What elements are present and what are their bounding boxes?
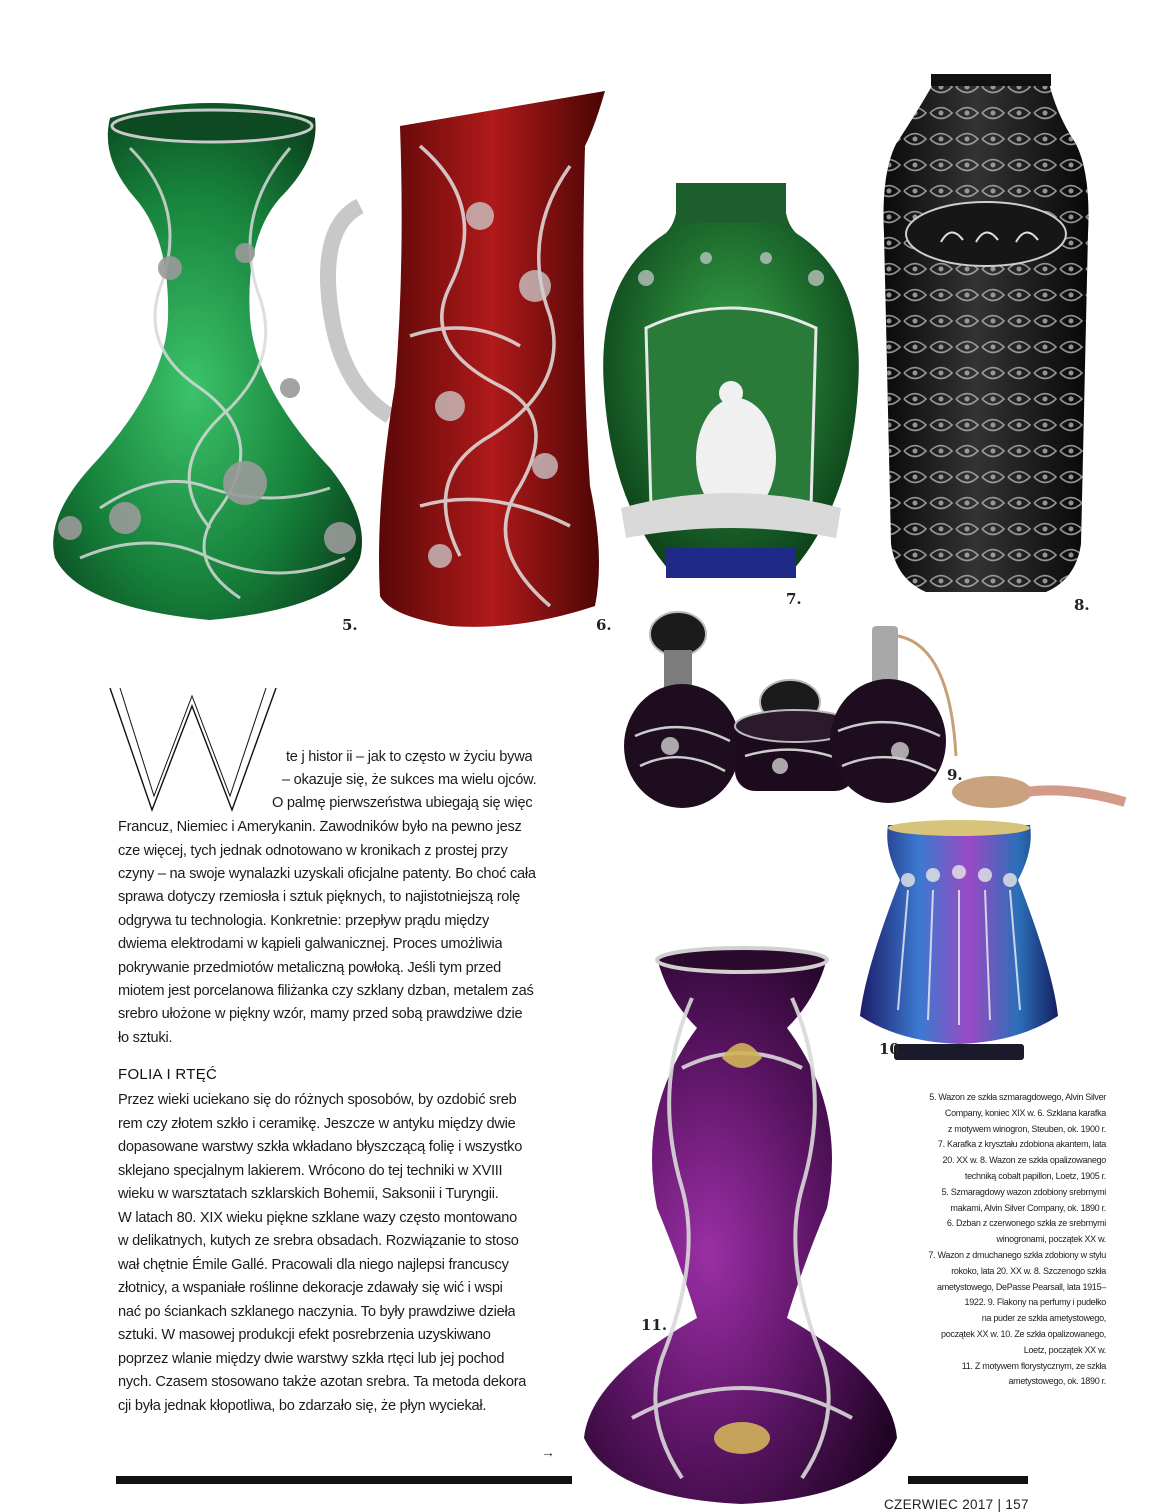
caption-line: winogronami, początek XX w. — [996, 1234, 1106, 1245]
caption-line: ametystowego, DePasse Pearsall, lata 1915– — [936, 1281, 1106, 1292]
figure-number-6: 6. — [596, 616, 612, 634]
text-line: miotem jest porcelanowa filiżanka czy szklany dzban, metalem zaś — [118, 983, 534, 999]
text-line: pokrywanie przedmiotów metaliczną powłoką. Jeśli tym przed — [118, 960, 501, 976]
vase-7-scenic-image — [596, 178, 866, 596]
perfume-set-9-image — [620, 606, 1140, 838]
text-line: dwiema elektrodami w kąpieli galwanicznej. Proces umożliwia — [118, 936, 503, 952]
pitcher-6-ruby-image — [320, 86, 620, 646]
text-line: Przez wieki uciekano się do różnych sposobów, by ozdobić sreb — [118, 1092, 517, 1108]
caption-line: 5. Szmaragdowy wazon zdobiony srebrnymi — [941, 1186, 1106, 1197]
text-line: czyny – na swoje wynalazki uzyskali oficjalne patenty. Bo choć cała — [118, 866, 536, 882]
caption-line: 5. Wazon ze szkła szmaragdowego, Alvin Silver — [929, 1092, 1106, 1102]
caption-line: początek XX w. 10. Ze szkła opalizowanego, — [940, 1328, 1106, 1339]
caption-line: 7. Wazon z dmuchanego szkła zdobiony w stylu — [928, 1249, 1106, 1260]
text-line: wieku w warsztatach szklarskich Bohemii, Saksonii i Turyngii. — [118, 1186, 499, 1202]
text-line: złotnicy, a wspaniałe roślinne dekoracje zdawały się wić i wspi — [118, 1280, 503, 1296]
text-line: odgrywa tu technologia. Konkretnie: przepływ prądu między — [118, 913, 490, 929]
caption-line: na puder ze szkła ametystowego, — [981, 1313, 1106, 1324]
caption-line: 7. Karafka z kryształu zdobiona akantem, lata — [937, 1139, 1106, 1150]
text-line: cze więcej, tych jednak odnotowano w kronikach z prostej przy — [118, 843, 508, 859]
figure-number-10: 10. — [879, 1040, 906, 1058]
section-heading: FOLIA I RTĘĆ — [118, 1066, 218, 1083]
text-line: poprzez wlanie między dwie warstwy szkła rtęci lub jej pochod — [118, 1351, 505, 1367]
text-line: nać po ściankach szklanego naczynia. To były prawdziwe dzieła — [118, 1304, 516, 1320]
text-line: rem czy złotem szkło i ceramikę. Jeszcze w antyku między dwie — [118, 1116, 516, 1132]
text-line: nych. Czasem stosowano także azotan srebra. Ta metoda dekora — [118, 1374, 527, 1390]
figure-number-5: 5. — [342, 616, 358, 634]
caption-line: Loetz, początek XX w. — [1023, 1344, 1106, 1355]
issue-label: CZERWIEC 2017 — [884, 1497, 994, 1512]
caption-line: 6. Dzban z czerwonego szkła ze srebrnymi — [946, 1218, 1106, 1229]
text-line: Francuz, Niemiec i Amerykanin. Zawodników było na pewno jesz — [118, 819, 522, 835]
text-line: dopasowane warstwy szkła wkładano błyszczącą folię i wszystko — [118, 1139, 523, 1155]
caption-line: z motywem winogron, Steuben, ok. 1900 r. — [947, 1123, 1106, 1134]
page-number: 157 — [1005, 1497, 1029, 1512]
vase-8-black-image — [876, 74, 1098, 600]
page-footer — [884, 1497, 1029, 1512]
text-line: sztuki. W masowej produkcji efekt posrebrzenia uzyskiwano — [118, 1327, 491, 1343]
footer-rule-right — [908, 1476, 1028, 1484]
dropcap-letter-w — [108, 686, 278, 812]
text-line: – okazuje się, że sukces ma wielu ojców. — [282, 772, 537, 788]
continue-arrow-icon: → — [541, 1444, 555, 1460]
footer-separator: | — [997, 1497, 1002, 1512]
text-line: O palmę pierwszeństwa ubiegają się więc — [272, 795, 533, 811]
text-line: cji była jednak kłopotliwa, bo zdarzało się, że płyn wyciekał. — [118, 1398, 487, 1414]
text-line: ło sztuki. — [118, 1030, 173, 1046]
caption-line: Company, koniec XIX w. 6. Szklana karafka — [944, 1107, 1106, 1118]
caption-line: makami, Alvin Silver Company, ok. 1890 r. — [950, 1202, 1106, 1213]
text-line: srebro ułożone w piękny wzór, mamy przed sobą prawdziwe dzie — [118, 1006, 523, 1022]
figure-number-7: 7. — [786, 590, 802, 608]
text-line: te j histor ii – jak to często w życiu bywa — [286, 749, 533, 765]
figure-number-8: 8. — [1074, 596, 1090, 614]
caption-line: 11. Z motywem florystycznym, ze szkła — [961, 1360, 1106, 1371]
caption-line: techniką cobalt papillon, Loetz, 1905 r. — [964, 1170, 1106, 1181]
text-line: W latach 80. XIX wieku piękne szklane wazy często montowano — [118, 1210, 517, 1226]
figure-number-9: 9. — [947, 766, 963, 784]
footer-rule-left — [116, 1476, 572, 1484]
caption-line: rokoko, lata 20. XX w. 8. Szczenogo szkła — [951, 1265, 1106, 1276]
text-line: wał chętnie Émile Gallé. Pracowali dla niego najlepsi francuscy — [118, 1257, 509, 1273]
figure-number-11: 11. — [641, 1316, 668, 1334]
caption-line: 20. XX w. 8. Wazon ze szkła opalizowanego — [942, 1155, 1106, 1166]
vase-11-amethyst-image — [572, 938, 910, 1504]
photo-captions — [862, 1090, 1106, 1390]
text-line: w delikatnych, kutych ze srebra obsadach. Rozwiązanie to stoso — [118, 1233, 519, 1249]
text-line: sprawa dotyczy rzemiosła i sztuk pięknych, to najistotniejszą rolę — [118, 889, 521, 905]
caption-line: ametystowego, ok. 1890 r. — [1008, 1376, 1106, 1387]
caption-line: 1922. 9. Flakony na perfumy i pudełko — [964, 1297, 1106, 1308]
text-line: sklejano specjalnym lakierem. Wrócono do tej techniki w XVIII — [118, 1163, 503, 1179]
